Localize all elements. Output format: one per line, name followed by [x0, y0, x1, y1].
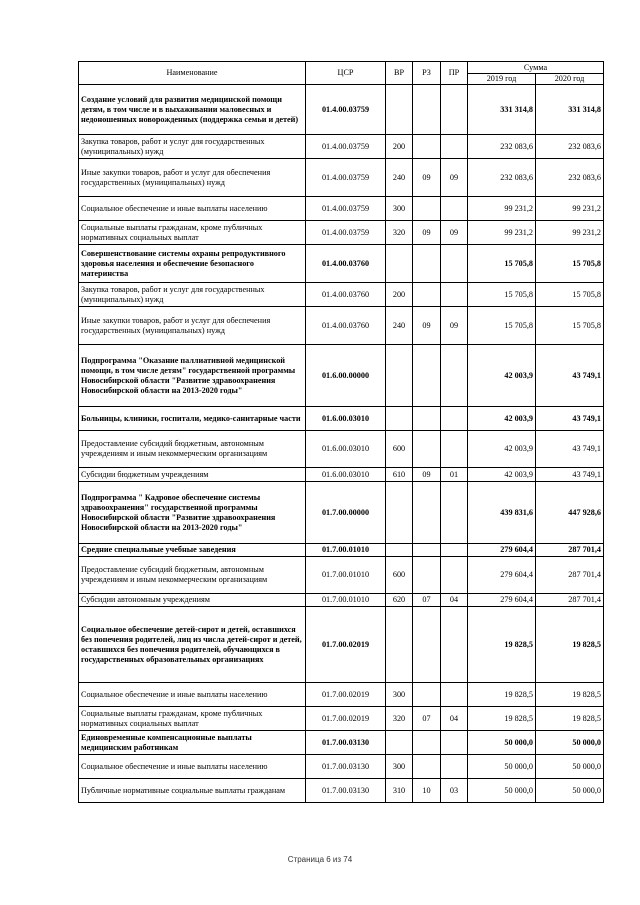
row-rz — [413, 85, 441, 135]
row-name: Субсидии автономным учреждениям — [79, 594, 306, 607]
row-rz — [413, 245, 441, 283]
row-rz: 09 — [413, 307, 441, 345]
row-rz — [413, 755, 441, 779]
table-row — [79, 307, 604, 345]
row-pr — [441, 557, 468, 594]
row-pr — [441, 731, 468, 755]
table-row — [79, 159, 604, 197]
row-sum-2019: 99 231,2 — [468, 197, 536, 221]
row-csr: 01.7.00.01010 — [306, 544, 386, 557]
row-rz — [413, 607, 441, 683]
row-sum-2019: 50 000,0 — [468, 731, 536, 755]
row-rz: 09 — [413, 159, 441, 197]
row-name: Подпрограмма "Оказание паллиативной медицинской помощи, в том числе детям" государственной программы Новосибирской области "Развитие здравоохранения Новосибирской области на 2013-2020 годы" — [79, 345, 306, 407]
row-csr: 01.4.00.03759 — [306, 135, 386, 159]
row-sum-2020: 287 701,4 — [536, 594, 604, 607]
row-csr: 01.7.00.02019 — [306, 707, 386, 731]
row-vr — [386, 607, 413, 683]
row-vr — [386, 85, 413, 135]
row-csr: 01.7.00.03130 — [306, 755, 386, 779]
table-row — [79, 407, 604, 431]
row-name: Больницы, клиники, госпитали, медико-санитарные части — [79, 407, 306, 431]
row-pr — [441, 482, 468, 544]
row-rz — [413, 683, 441, 707]
row-sum-2019: 439 831,6 — [468, 482, 536, 544]
row-pr — [441, 683, 468, 707]
row-csr: 01.7.00.03130 — [306, 731, 386, 755]
row-rz — [413, 731, 441, 755]
header-2019: 2019 год — [468, 74, 536, 85]
row-pr: 09 — [441, 307, 468, 345]
table-row — [79, 731, 604, 755]
row-rz — [413, 407, 441, 431]
row-sum-2019: 99 231,2 — [468, 221, 536, 245]
row-pr: 01 — [441, 468, 468, 482]
table-row — [79, 544, 604, 557]
row-vr — [386, 345, 413, 407]
table-row — [79, 197, 604, 221]
row-name: Подпрограмма " Кадровое обеспечение системы здравоохранения" государственной программы Новосибирской области "Развитие здравоохранения Новосибирской области на 2013-2020 годы" — [79, 482, 306, 544]
row-sum-2019: 42 003,9 — [468, 407, 536, 431]
row-name: Средние специальные учебные заведения — [79, 544, 306, 557]
row-rz — [413, 283, 441, 307]
row-name: Социальные выплаты гражданам, кроме публичных нормативных социальных выплат — [79, 707, 306, 731]
row-name: Социальное обеспечение и иные выплаты населению — [79, 755, 306, 779]
row-vr: 300 — [386, 197, 413, 221]
row-rz — [413, 482, 441, 544]
row-sum-2019: 15 705,8 — [468, 245, 536, 283]
row-sum-2020: 50 000,0 — [536, 779, 604, 803]
row-csr: 01.7.00.01010 — [306, 594, 386, 607]
table-body — [79, 85, 604, 803]
row-rz — [413, 197, 441, 221]
row-vr: 310 — [386, 779, 413, 803]
budget-table — [78, 61, 604, 803]
row-sum-2020: 19 828,5 — [536, 683, 604, 707]
table-row — [79, 245, 604, 283]
header-csr: ЦСР — [306, 62, 386, 85]
table-row — [79, 779, 604, 803]
row-vr — [386, 544, 413, 557]
row-name: Публичные нормативные социальные выплаты гражданам — [79, 779, 306, 803]
row-vr: 600 — [386, 557, 413, 594]
row-vr: 320 — [386, 221, 413, 245]
row-vr: 610 — [386, 468, 413, 482]
row-name: Закупка товаров, работ и услуг для государственных (муниципальных) нужд — [79, 135, 306, 159]
row-vr: 240 — [386, 159, 413, 197]
table-header-row — [79, 62, 604, 74]
row-pr — [441, 245, 468, 283]
row-sum-2020: 232 083,6 — [536, 159, 604, 197]
row-csr: 01.4.00.03760 — [306, 283, 386, 307]
row-pr: 03 — [441, 779, 468, 803]
row-sum-2019: 42 003,9 — [468, 431, 536, 468]
page-number: Страница 6 из 74 — [287, 855, 353, 864]
row-sum-2020: 99 231,2 — [536, 197, 604, 221]
row-vr: 600 — [386, 431, 413, 468]
table-row — [79, 431, 604, 468]
row-vr: 620 — [386, 594, 413, 607]
row-csr: 01.7.00.01010 — [306, 557, 386, 594]
row-sum-2019: 19 828,5 — [468, 707, 536, 731]
row-name: Создание условий для развития медицинской помощи детям, в том числе и в выхаживании маловесных и недоношенных новорожденных (поддержка семьи и детей) — [79, 85, 306, 135]
row-csr: 01.4.00.03760 — [306, 307, 386, 345]
row-vr: 300 — [386, 755, 413, 779]
table-row — [79, 683, 604, 707]
table-row — [79, 283, 604, 307]
row-name: Социальное обеспечение и иные выплаты населению — [79, 683, 306, 707]
row-pr — [441, 85, 468, 135]
table-row — [79, 221, 604, 245]
table-row — [79, 607, 604, 683]
row-pr — [441, 197, 468, 221]
row-pr: 04 — [441, 707, 468, 731]
row-sum-2019: 232 083,6 — [468, 159, 536, 197]
row-name: Субсидии бюджетным учреждениям — [79, 468, 306, 482]
row-name: Предоставление субсидий бюджетным, автономным учреждениям и иным некоммерческим организациям — [79, 431, 306, 468]
row-csr: 01.6.00.03010 — [306, 431, 386, 468]
row-pr: 09 — [441, 159, 468, 197]
row-vr — [386, 407, 413, 431]
row-rz: 09 — [413, 221, 441, 245]
row-name: Закупка товаров, работ и услуг для государственных (муниципальных) нужд — [79, 283, 306, 307]
row-rz — [413, 544, 441, 557]
row-name: Иные закупки товаров, работ и услуг для обеспечения государственных (муниципальных) нужд — [79, 159, 306, 197]
row-sum-2019: 42 003,9 — [468, 468, 536, 482]
row-vr: 300 — [386, 683, 413, 707]
row-rz — [413, 557, 441, 594]
row-sum-2020: 43 749,1 — [536, 407, 604, 431]
row-pr — [441, 544, 468, 557]
row-csr: 01.4.00.03759 — [306, 197, 386, 221]
row-rz: 07 — [413, 707, 441, 731]
row-sum-2020: 15 705,8 — [536, 245, 604, 283]
row-sum-2019: 42 003,9 — [468, 345, 536, 407]
row-csr: 01.6.00.03010 — [306, 468, 386, 482]
row-sum-2020: 50 000,0 — [536, 755, 604, 779]
row-sum-2020: 99 231,2 — [536, 221, 604, 245]
row-csr: 01.7.00.00000 — [306, 482, 386, 544]
row-sum-2019: 279 604,4 — [468, 544, 536, 557]
row-pr — [441, 135, 468, 159]
header-name: Наименование — [79, 62, 306, 85]
row-name: Иные закупки товаров, работ и услуг для обеспечения государственных (муниципальных) нужд — [79, 307, 306, 345]
row-csr: 01.4.00.03759 — [306, 85, 386, 135]
row-sum-2019: 15 705,8 — [468, 307, 536, 345]
row-name: Предоставление субсидий бюджетным, автономным учреждениям и иным некоммерческим организациям — [79, 557, 306, 594]
header-pr: ПР — [441, 62, 468, 85]
row-vr: 320 — [386, 707, 413, 731]
row-sum-2019: 15 705,8 — [468, 283, 536, 307]
row-sum-2020: 232 083,6 — [536, 135, 604, 159]
table-row — [79, 345, 604, 407]
row-sum-2020: 43 749,1 — [536, 431, 604, 468]
table-row — [79, 135, 604, 159]
row-vr — [386, 731, 413, 755]
table-row — [79, 707, 604, 731]
row-sum-2020: 19 828,5 — [536, 607, 604, 683]
row-sum-2019: 232 083,6 — [468, 135, 536, 159]
row-sum-2019: 279 604,4 — [468, 594, 536, 607]
table-row — [79, 557, 604, 594]
row-name: Совершенствование системы охраны репродуктивного здоровья населения и обеспечение безопасного материнства — [79, 245, 306, 283]
row-rz — [413, 345, 441, 407]
row-pr — [441, 431, 468, 468]
table-row — [79, 594, 604, 607]
row-sum-2020: 43 749,1 — [536, 345, 604, 407]
row-csr: 01.4.00.03760 — [306, 245, 386, 283]
row-csr: 01.7.00.03130 — [306, 779, 386, 803]
row-pr — [441, 607, 468, 683]
row-rz — [413, 135, 441, 159]
row-vr: 200 — [386, 135, 413, 159]
row-sum-2019: 279 604,4 — [468, 557, 536, 594]
table-row — [79, 482, 604, 544]
row-sum-2020: 287 701,4 — [536, 544, 604, 557]
row-csr: 01.7.00.02019 — [306, 683, 386, 707]
row-rz: 09 — [413, 468, 441, 482]
header-2020: 2020 год — [536, 74, 604, 85]
row-vr: 240 — [386, 307, 413, 345]
table-row — [79, 468, 604, 482]
row-name: Единовременные компенсационные выплаты медицинским работникам — [79, 731, 306, 755]
row-pr: 04 — [441, 594, 468, 607]
row-sum-2020: 15 705,8 — [536, 307, 604, 345]
row-pr — [441, 755, 468, 779]
row-rz: 07 — [413, 594, 441, 607]
row-csr: 01.7.00.02019 — [306, 607, 386, 683]
row-sum-2020: 447 928,6 — [536, 482, 604, 544]
row-name: Социальные выплаты гражданам, кроме публичных нормативных социальных выплат — [79, 221, 306, 245]
row-sum-2019: 50 000,0 — [468, 755, 536, 779]
row-sum-2020: 50 000,0 — [536, 731, 604, 755]
row-sum-2020: 15 705,8 — [536, 283, 604, 307]
header-rz: РЗ — [413, 62, 441, 85]
row-sum-2019: 19 828,5 — [468, 683, 536, 707]
row-rz: 10 — [413, 779, 441, 803]
row-name: Социальное обеспечение детей-сирот и детей, оставшихся без попечения родителей, лиц из числа детей-сирот и детей, оставшихся без попечения родителей, обучающихся в государственных образовательных организациях — [79, 607, 306, 683]
row-sum-2019: 19 828,5 — [468, 607, 536, 683]
row-csr: 01.4.00.03759 — [306, 221, 386, 245]
table-row — [79, 755, 604, 779]
row-sum-2020: 19 828,5 — [536, 707, 604, 731]
row-vr: 200 — [386, 283, 413, 307]
row-sum-2019: 50 000,0 — [468, 779, 536, 803]
header-vr: ВР — [386, 62, 413, 85]
row-name: Социальное обеспечение и иные выплаты населению — [79, 197, 306, 221]
row-rz — [413, 431, 441, 468]
row-sum-2019: 331 314,8 — [468, 85, 536, 135]
row-vr — [386, 482, 413, 544]
row-sum-2020: 287 701,4 — [536, 557, 604, 594]
row-sum-2020: 331 314,8 — [536, 85, 604, 135]
row-vr — [386, 245, 413, 283]
row-pr — [441, 407, 468, 431]
row-sum-2020: 43 749,1 — [536, 468, 604, 482]
row-pr — [441, 283, 468, 307]
row-csr: 01.6.00.00000 — [306, 345, 386, 407]
row-csr: 01.4.00.03759 — [306, 159, 386, 197]
row-pr: 09 — [441, 221, 468, 245]
header-sum: Сумма — [468, 62, 604, 74]
row-csr: 01.6.00.03010 — [306, 407, 386, 431]
table-row — [79, 85, 604, 135]
row-pr — [441, 345, 468, 407]
